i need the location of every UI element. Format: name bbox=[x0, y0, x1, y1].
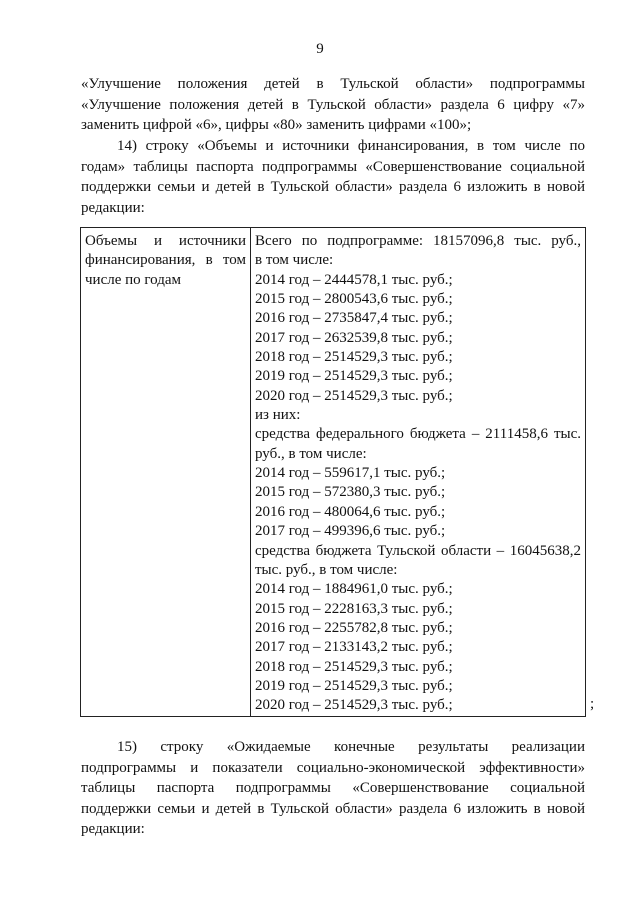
item-14-line: поддержки семьи и детей в Тульской области» раздела 6 изложить в новой bbox=[81, 179, 585, 195]
intro-paragraph bbox=[81, 74, 585, 136]
funding-label-line: числе по годам bbox=[85, 271, 182, 288]
regional-year-line: 2015 год – 2228163,3 тыс. руб.; bbox=[255, 600, 453, 617]
intro-line: заменить цифрой «6», цифры «80» заменить цифрами «100»; bbox=[81, 117, 472, 133]
intro-line: «Улучшение положения детей в Тульской области» раздела 6 цифру «7» bbox=[81, 96, 585, 113]
regional-year-line: 2014 год – 1884961,0 тыс. руб.; bbox=[255, 581, 453, 598]
item-15-line: поддержки семьи и детей в Тульской области» раздела 6 изложить в новой bbox=[81, 800, 585, 817]
federal-year-line: 2015 год – 572380,3 тыс. руб.; bbox=[255, 484, 446, 501]
funding-label-line: Объемы и источники bbox=[85, 233, 246, 249]
regional-year-line: 2019 год – 2514529,3 тыс. руб.; bbox=[255, 677, 453, 694]
funding-year-line: 2018 год – 2514529,3 тыс. руб.; bbox=[255, 349, 453, 366]
funding-year-line: 2014 год – 2444578,1 тыс. руб.; bbox=[255, 271, 453, 288]
federal-year-line: 2014 год – 559617,1 тыс. руб.; bbox=[255, 465, 446, 482]
funding-line: в том числе: bbox=[255, 252, 334, 269]
regional-budget-line: средства бюджета Тульской области – 16045638,2 bbox=[255, 542, 581, 559]
funding-year-line: 2016 год – 2735847,4 тыс. руб.; bbox=[255, 310, 453, 327]
regional-year-line: 2017 год – 2133143,2 тыс. руб.; bbox=[255, 639, 453, 656]
intro-line: «Улучшение положения детей в Тульской области» подпрограммы bbox=[81, 76, 585, 92]
federal-budget-line: руб., в том числе: bbox=[255, 445, 367, 462]
funding-year-line: 2015 год – 2800543,6 тыс. руб.; bbox=[255, 291, 453, 308]
funding-year-line: 2017 год – 2632539,8 тыс. руб.; bbox=[255, 329, 453, 346]
federal-year-line: 2016 год – 480064,6 тыс. руб.; bbox=[255, 503, 446, 520]
regional-budget-line: тыс. руб., в том числе: bbox=[255, 561, 398, 578]
regional-year-line: 2018 год – 2514529,3 тыс. руб.; bbox=[255, 658, 453, 675]
funding-value-cell bbox=[251, 228, 586, 717]
page-number: 9 bbox=[316, 41, 324, 57]
funding-year-line: 2020 год – 2514529,3 тыс. руб.; bbox=[255, 387, 453, 404]
item-14-line: редакции: bbox=[81, 199, 145, 216]
funding-label-line: финансирования, в том bbox=[85, 252, 246, 269]
item-14-line: годам» таблицы паспорта подпрограммы «Совершенствование социальной bbox=[81, 158, 585, 175]
passport-table bbox=[80, 227, 586, 717]
item-15-line: редакции: bbox=[81, 821, 145, 837]
item-14-line: 14) строку «Объемы и источники финансирования, в том числе по bbox=[117, 138, 585, 154]
federal-year-line: 2017 год – 499396,6 тыс. руб.; bbox=[255, 523, 446, 540]
trailing-semicolon: ; bbox=[590, 696, 595, 712]
funding-line: из них: bbox=[255, 407, 301, 424]
item-15-line: 15) строку «Ожидаемые конечные результаты реализации bbox=[117, 739, 585, 755]
funding-label-cell bbox=[81, 228, 251, 717]
item-15-line: таблицы паспорта подпрограммы «Совершенствование социальной bbox=[81, 780, 585, 796]
funding-total-line: Всего по подпрограмме: 18157096,8 тыс. руб., bbox=[255, 233, 581, 249]
regional-year-line: 2016 год – 2255782,8 тыс. руб.; bbox=[255, 619, 453, 636]
federal-budget-line: средства федерального бюджета – 2111458,6 тыс. bbox=[255, 426, 581, 443]
item-15-paragraph bbox=[81, 737, 585, 840]
item-15-line: подпрограммы и показатели социально-экономической эффективности» bbox=[81, 759, 585, 776]
passport-table-row bbox=[81, 228, 586, 717]
funding-year-line: 2019 год – 2514529,3 тыс. руб.; bbox=[255, 368, 453, 385]
regional-year-line: 2020 год – 2514529,3 тыс. руб.; bbox=[255, 697, 453, 714]
item-14-paragraph bbox=[81, 136, 585, 218]
